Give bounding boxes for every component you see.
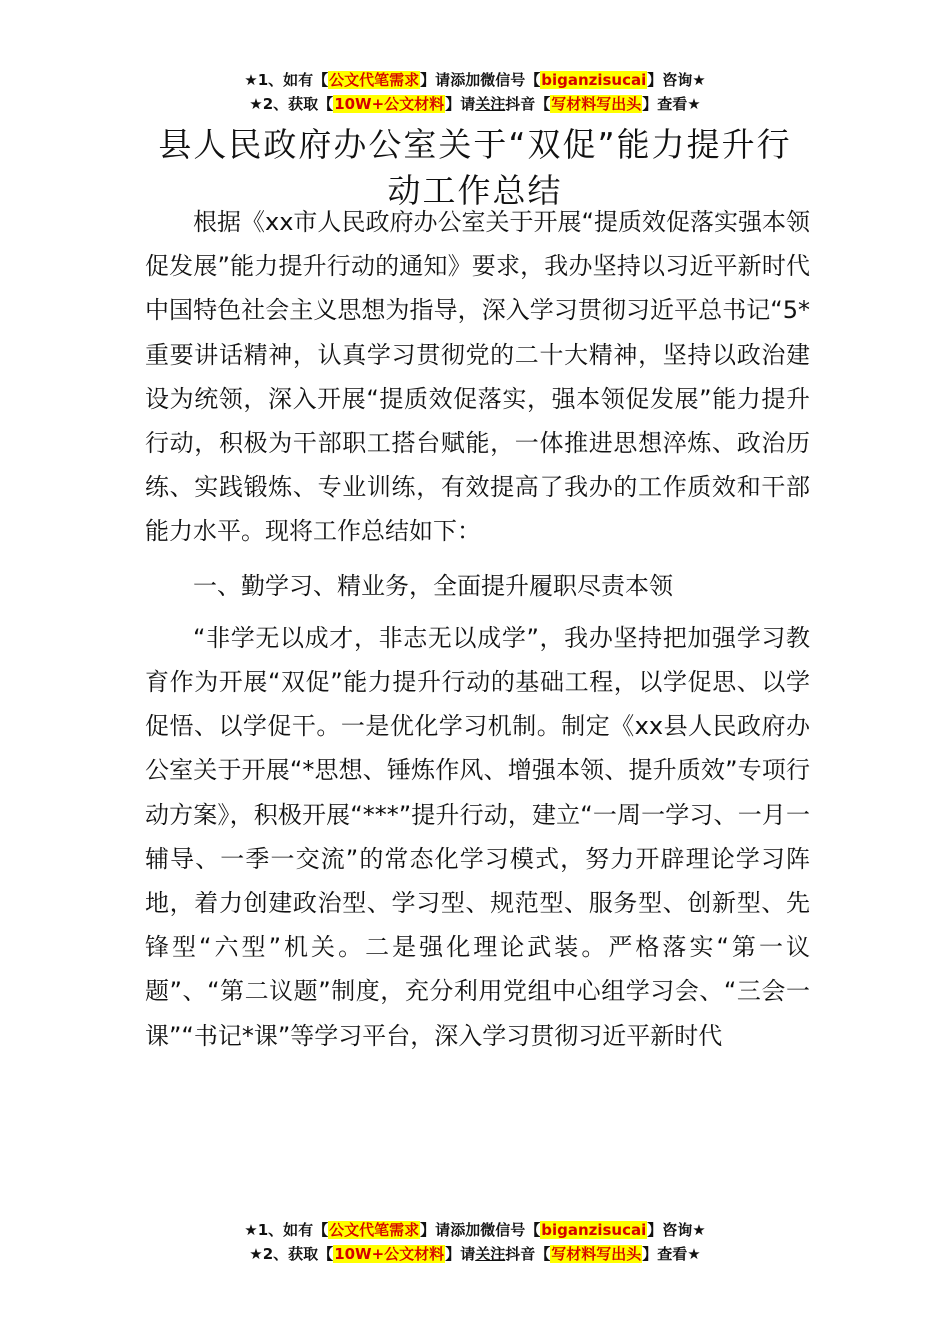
banner-emphasis: 添加 xyxy=(450,71,481,89)
paragraph-section-1: “非学无以成才，非志无以成学”，我办坚持把加强学习教育作为开展“双促”能力提升行动的基础工程，以学促思、以学促悟、以学促干。一是优化学习机制。制定《xx县人民政府办公室关于开展“*思想、锤炼作风、增强本领、提升质效”专项行动方案》，积极开展“***”提升行动，建立“一周一学习、一月一辅导、一季一交流”的常态化学习模式，努力开辟理论学习阵地，着力创建政治型、学习型、规范型、服务型、创新型、先锋型“六型”机关。二是强化理论武装。严格落实“第一议题”、“第二议题”制度，充分利用党组中心组学习会、“三会一课”“书记*课”等学习平台，深入学习贯彻习近平新时代 xyxy=(145,623,810,1050)
banner-line-1 xyxy=(0,68,950,92)
banner-text: 】请 xyxy=(420,71,451,89)
banner-text: ★2、获取【 xyxy=(249,95,334,113)
banner-line-2 xyxy=(0,1242,950,1266)
document-body xyxy=(145,200,810,1058)
banner-highlight: biganzisucai xyxy=(541,71,647,89)
footer-banner xyxy=(0,1218,950,1266)
banner-line-2 xyxy=(0,92,950,116)
banner-highlight: biganzisucai xyxy=(541,1221,647,1239)
title-line-1: 县人民政府办公室关于“双促”能力提升行 xyxy=(158,125,792,164)
banner-highlight: 公文代笔需求 xyxy=(329,71,420,89)
banner-text: 抖音【 xyxy=(505,1245,551,1263)
paragraph-intro: 根据《xx市人民政府办公室关于开展“提质效促落实强本领促发展”能力提升行动的通知》要求，我办坚持以习近平新时代中国特色社会主义思想为指导，深入学习贯彻习近平总书记“5*重要讲话精神，认真学习贯彻党的二十大精神，坚持以政治建设为统领，深入开展“提质效促落实，强本领促发展”能力提升行动，积极为干部职工搭台赋能，一体推进思想淬炼、政治历练、实践锻炼、专业训练，有效提高了我办的工作质效和干部能力水平。现将工作总结如下： xyxy=(145,208,810,546)
banner-emphasis: 关注 xyxy=(475,1245,506,1263)
banner-text: 】请 xyxy=(420,1221,451,1239)
banner-line-1 xyxy=(0,1218,950,1242)
banner-highlight: 10W+公文材料 xyxy=(334,1245,445,1263)
header-banner xyxy=(0,68,950,116)
banner-text: 】请 xyxy=(445,1245,476,1263)
banner-highlight: 写材料写出头 xyxy=(551,95,642,113)
banner-text: 】查看★ xyxy=(642,95,701,113)
banner-text: 抖音【 xyxy=(505,95,551,113)
banner-text: 】咨询★ xyxy=(647,71,706,89)
banner-text: 微信号【 xyxy=(480,1221,541,1239)
banner-text: 微信号【 xyxy=(480,71,541,89)
banner-emphasis: 添加 xyxy=(450,1221,481,1239)
banner-highlight: 写材料写出头 xyxy=(551,1245,642,1263)
title-line-2: 动工作总结 xyxy=(387,171,563,210)
banner-text: 】咨询★ xyxy=(647,1221,706,1239)
banner-highlight: 公文代笔需求 xyxy=(329,1221,420,1239)
banner-text: 】查看★ xyxy=(642,1245,701,1263)
banner-highlight: 10W+公文材料 xyxy=(334,95,445,113)
banner-text: ★2、获取【 xyxy=(249,1245,334,1263)
banner-text: 】请 xyxy=(445,95,476,113)
banner-text: ★1、如有【 xyxy=(244,71,329,89)
banner-text: ★1、如有【 xyxy=(244,1221,329,1239)
section-heading-1: 一、勤学习、精业务，全面提升履职尽责本领 xyxy=(193,571,673,600)
banner-emphasis: 关注 xyxy=(475,95,506,113)
